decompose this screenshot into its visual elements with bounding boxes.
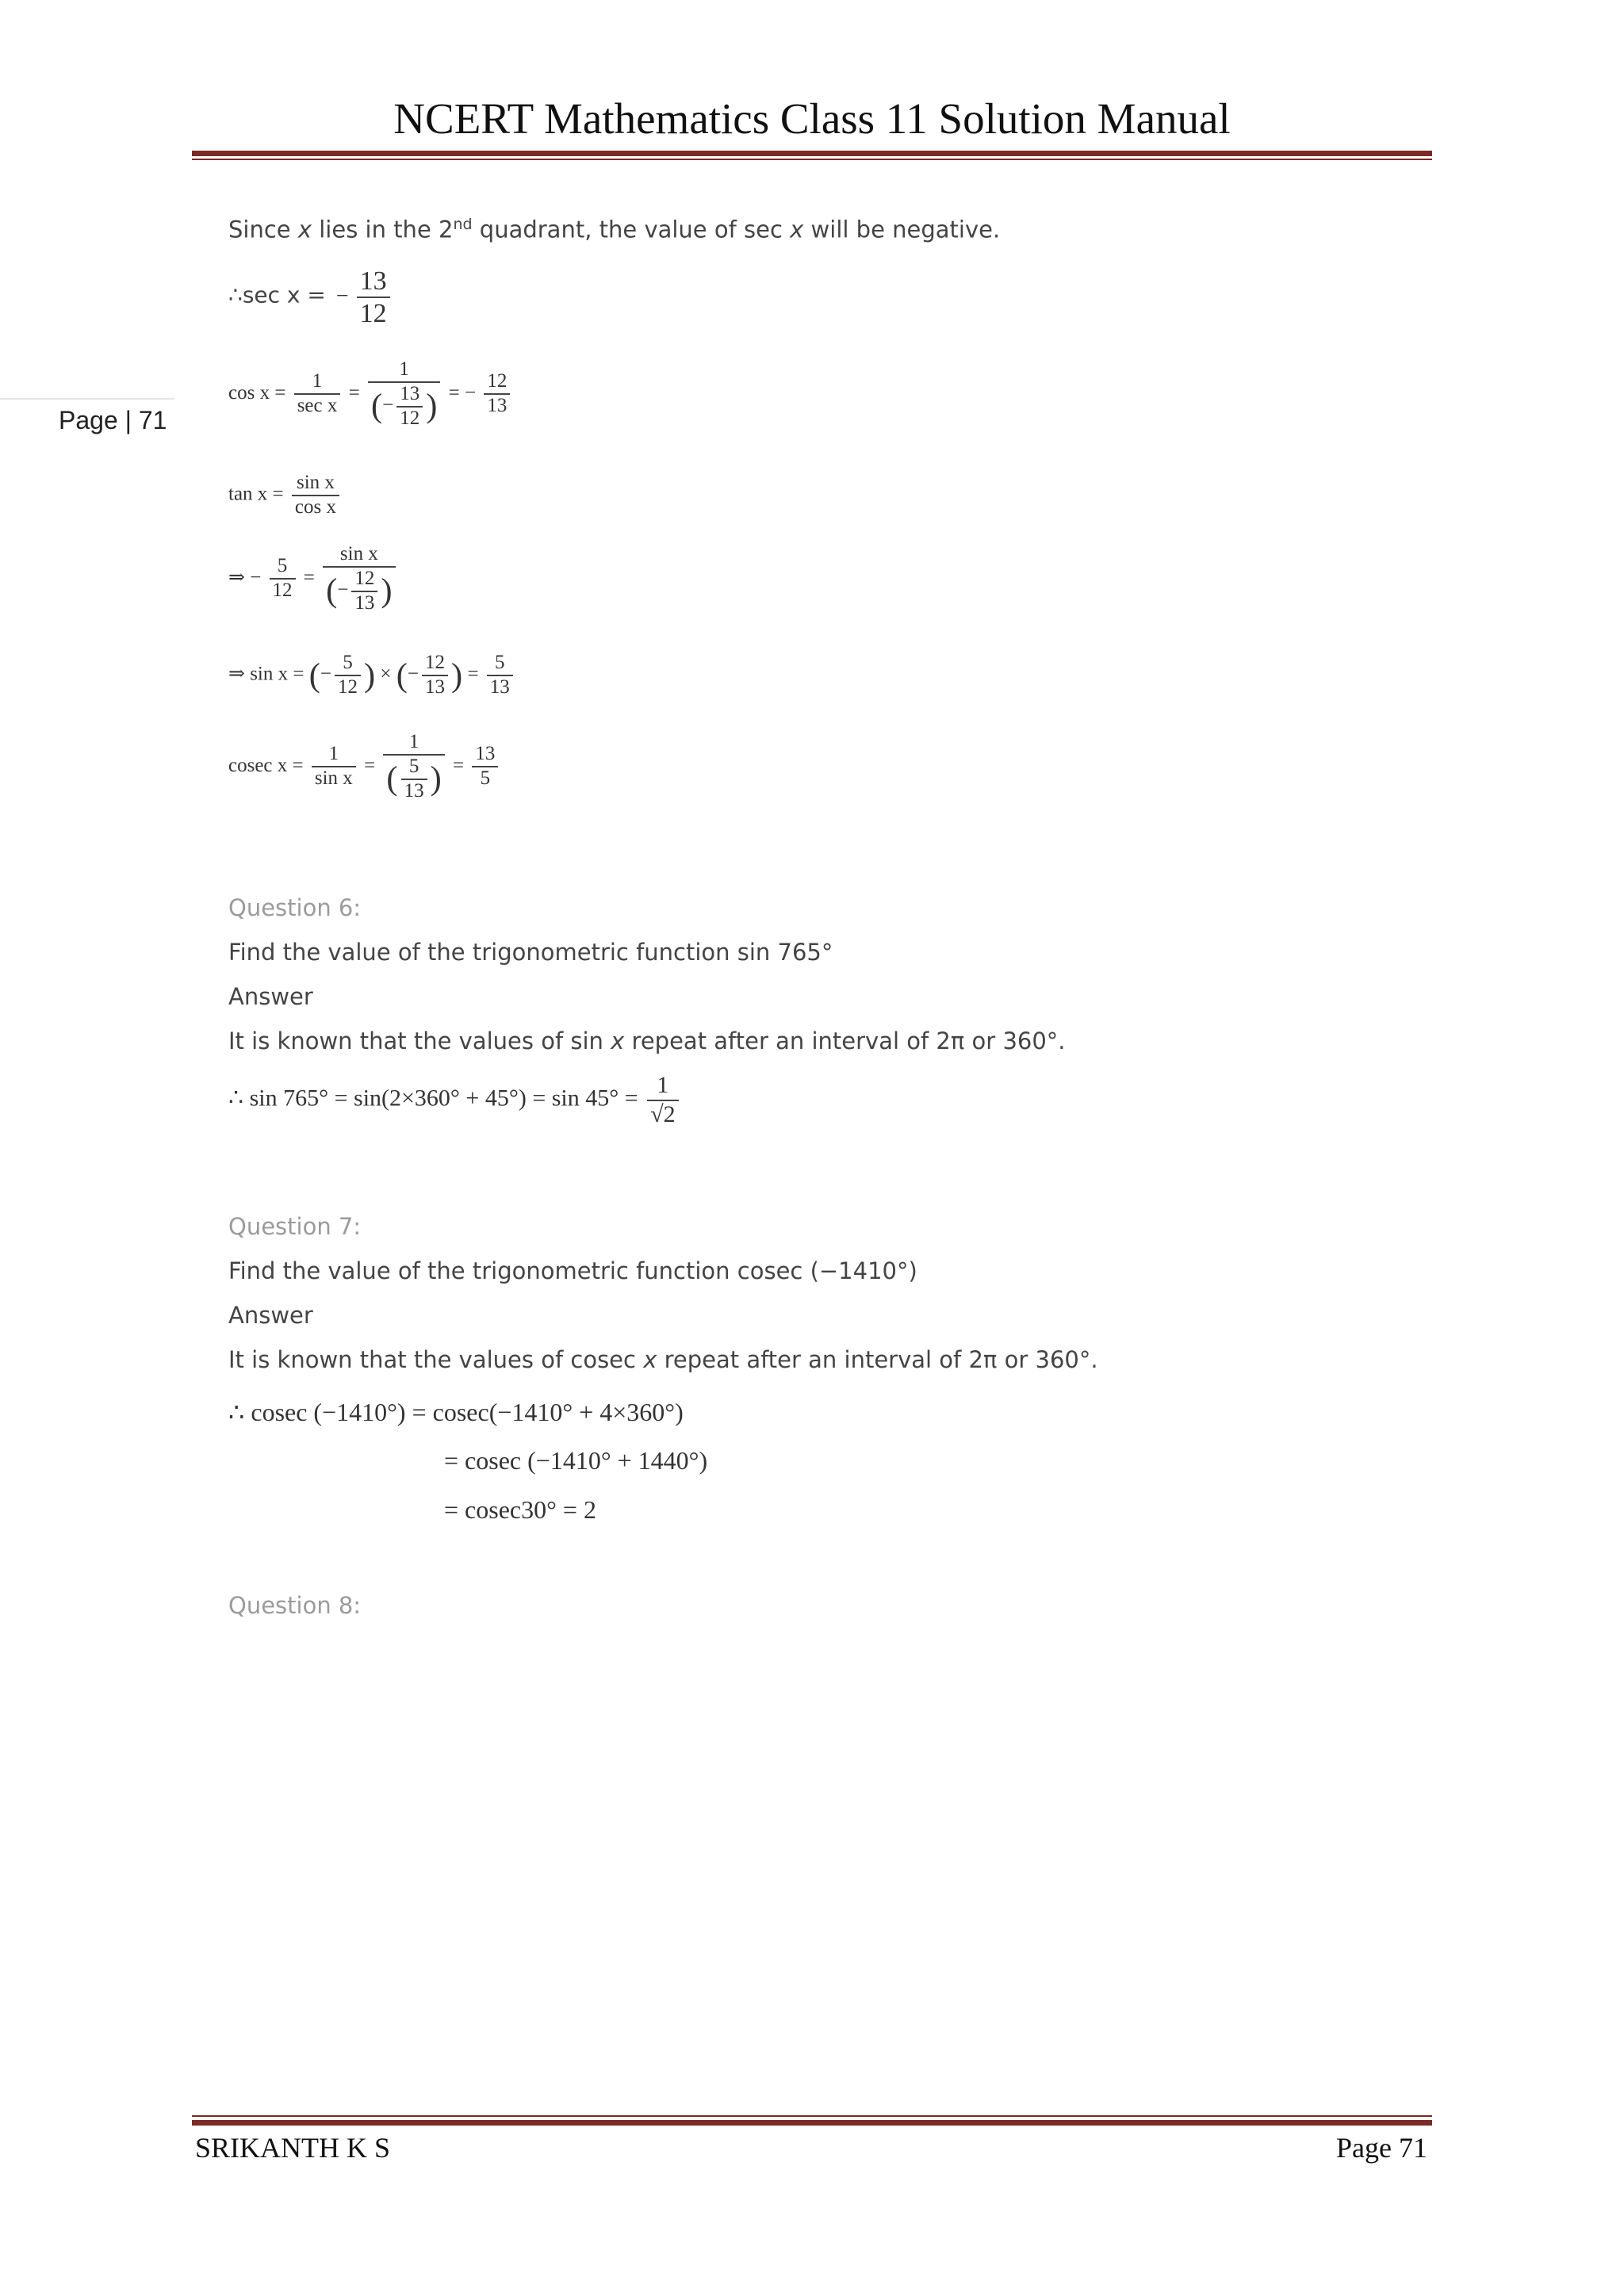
question-7-explanation: It is known that the values of cosec x repeat after an interval of 2π or 360°. [228,1346,1098,1373]
question-7-answer-label: Answer [228,1302,313,1329]
side-page-label: Page | 71 [59,406,167,434]
question-7-equation-line-2: = cosec (−1410° + 1440°) [444,1446,708,1475]
equation-cos: cos x = $\frac{1}{\text{sec x}}$ = 1 (− $\frac{13}{12}$ ) = − $\frac{12}{13}$ [228,358,513,430]
footer-rule-thin [192,2115,1432,2117]
question-6-explanation: It is known that the values of sin x repeat after an interval of 2π or 360°. [228,1027,1066,1054]
question-7-text: Find the value of the trigonometric function cosec (−1410°) [228,1257,917,1284]
header-title: NCERT Mathematics Class 11 Solution Manual [393,94,1231,143]
header-rule [192,151,1432,156]
footer-author: SRIKANTH K S [195,2132,391,2164]
header-rule-thin [192,159,1432,160]
question-6-answer-label: Answer [228,983,313,1010]
question-6-text: Find the value of the trigonometric function sin 765° [228,939,833,966]
footer-rule [192,2120,1432,2126]
equation-implies-2: ⇒ sin x = (− $\frac{5}{12}$ ) × (− $\frac{12}{13}$ ) = $\frac{5}{13}$ [228,652,516,699]
intro-text: Since x lies in the 2nd quadrant, the value of sec x will be negative. [228,216,1001,243]
side-divider [0,398,174,400]
question-7-equation-line-1: ∴ cosec (−1410°) = cosec(−1410° + 4×360°) [228,1398,684,1426]
question-8-label: Question 8: [228,1592,362,1619]
equation-cosec: cosec x = $\frac{1}{\text{sin x}}$ = 1 ( $\frac{5}{13}$ ) = $\frac{13}{5}$ [228,731,501,802]
equation-implies-1: ⇒ − $\frac{5}{12}$ = sin x (− $\frac{12}{13}$ ) [228,543,399,614]
equation-tan: tan x = $\frac{\text{sin x}}{\text{cos x}}$ [228,472,343,519]
question-7-equation-line-3: = cosec30° = 2 [444,1495,596,1524]
question-6-equation: ∴ sin 765° = sin(2×360° + 45°) = sin 45° = $\frac{1}{√2}$ [228,1072,682,1128]
question-6-label: Question 6: [228,894,362,921]
footer-page-number: Page 71 [1336,2132,1427,2164]
question-7-label: Question 7: [228,1213,362,1240]
equation-sec: ∴sec x = − $\frac{13}{12}$ [228,266,393,329]
